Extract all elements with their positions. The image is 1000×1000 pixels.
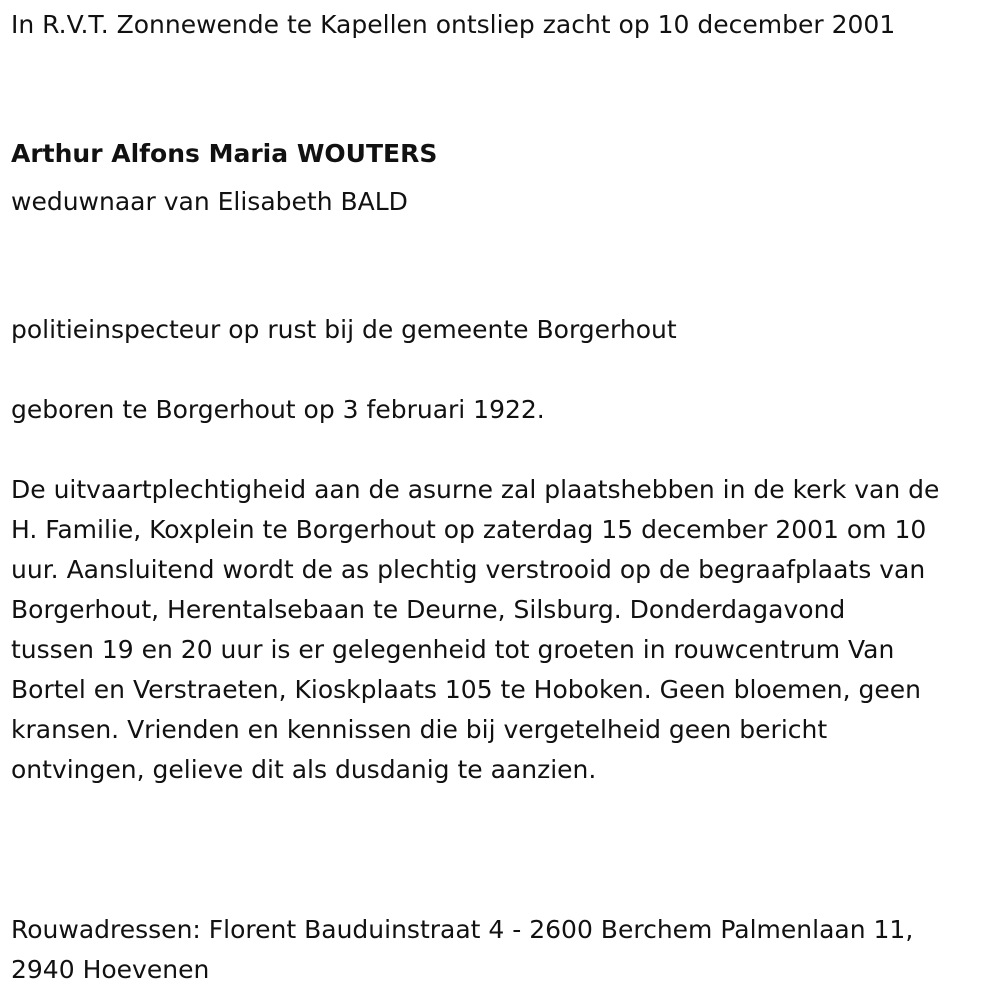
- occupation-text: politieinspecteur op rust bij de gemeente Borgerhout: [11, 315, 677, 344]
- funeral-line: Borgerhout, Herentalsebaan te Deurne, Silsburg. Donderdagavond: [11, 595, 846, 624]
- funeral-line: Bortel en Verstraeten, Kioskplaats 105 te Hoboken. Geen bloemen, geen: [11, 675, 922, 704]
- address-line: Rouwadressen: Florent Bauduinstraat 4 - 2600 Berchem Palmenlaan 11,: [11, 915, 914, 944]
- funeral-line: tussen 19 en 20 uur is er gelegenheid tot groeten in rouwcentrum Van: [11, 635, 895, 664]
- address-line: 2940 Hoevenen: [11, 955, 210, 984]
- funeral-line: De uitvaartplechtigheid aan de asurne zal plaatshebben in de kerk van de: [11, 475, 940, 504]
- funeral-paragraph: [11, 470, 996, 790]
- funeral-line: kransen. Vrienden en kennissen die bij vergetelheid geen bericht: [11, 715, 828, 744]
- birth-text: geboren te Borgerhout op 3 februari 1922.: [11, 395, 545, 424]
- funeral-line: H. Familie, Koxplein te Borgerhout op zaterdag 15 december 2001 om 10: [11, 515, 927, 544]
- funeral-line: uur. Aansluitend wordt de as plechtig verstrooid op de begraafplaats van: [11, 555, 926, 584]
- funeral-line: ontvingen, gelieve dit als dusdanig te aanzien.: [11, 755, 597, 784]
- intro-text: In R.V.T. Zonnewende te Kapellen ontsliep zacht op 10 december 2001: [11, 10, 896, 39]
- relation-text: weduwnaar van Elisabeth BALD: [11, 187, 408, 216]
- deceased-name: Arthur Alfons Maria WOUTERS: [11, 139, 438, 168]
- mourning-addresses: [11, 910, 996, 990]
